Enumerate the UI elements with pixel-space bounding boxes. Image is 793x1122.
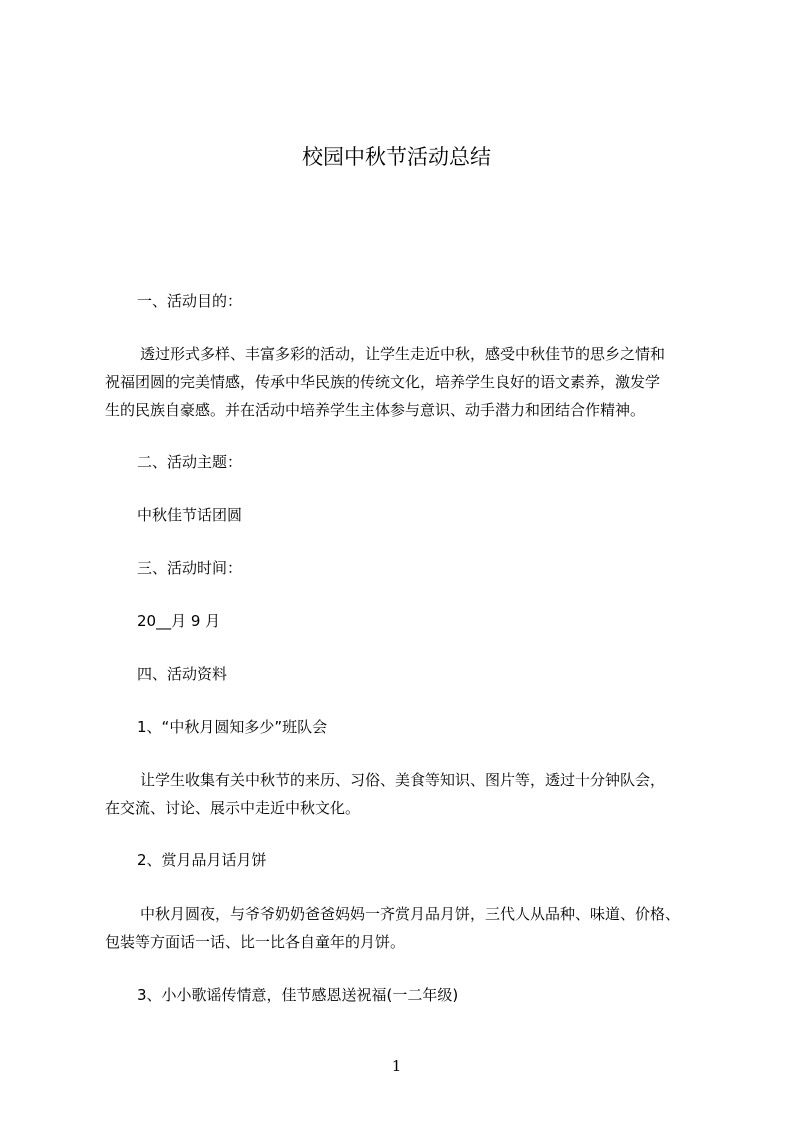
item-3-heading: 3、小小歌谣传情意，佳节感恩送祝福(一二年级) xyxy=(137,986,459,1004)
item-2-heading: 2、赏月品月话月饼 xyxy=(137,851,267,869)
item-1-heading: 1、“中秋月圆知多少”班队会 xyxy=(137,718,328,736)
item-2-para-line-2: 包装等方面话一话、比一比各自童年的月饼。 xyxy=(105,933,406,951)
section-3-text: 20__月 9 月 xyxy=(137,612,221,630)
section-1-para-line-2: 祝福团圆的完美情感，传承中华民族的传统文化，培养学生良好的语文素养，激发学 xyxy=(105,373,661,391)
item-2-para-line-1: 中秋月圆夜，与爷爷奶奶爸爸妈妈一齐赏月品月饼，三代人从品种、味道、价格、 xyxy=(140,905,681,923)
item-1-para-line-2: 在交流、讨论、展示中走近中秋文化。 xyxy=(105,799,361,817)
document-title: 校园中秋节活动总结 xyxy=(302,145,491,169)
page-number: 1 xyxy=(391,1057,402,1075)
section-1-heading: 一、活动目的： xyxy=(137,292,243,310)
section-3-heading: 三、活动时间： xyxy=(137,559,243,577)
section-1-para-line-3: 生的民族自豪感。并在活动中培养学生主体参与意识、动手潜力和团结合作精神。 xyxy=(105,401,646,419)
item-1-para-line-1: 让学生收集有关中秋节的来历、习俗、美食等知识、图片等，透过十分钟队会， xyxy=(140,771,666,789)
section-1-para-line-1: 透过形式多样、丰富多彩的活动，让学生走近中秋，感受中秋佳节的思乡之情和 xyxy=(140,345,666,363)
section-2-heading: 二、活动主题： xyxy=(137,453,243,471)
section-4-heading: 四、活动资料 xyxy=(137,665,228,683)
section-2-text: 中秋佳节话团圆 xyxy=(137,506,243,524)
